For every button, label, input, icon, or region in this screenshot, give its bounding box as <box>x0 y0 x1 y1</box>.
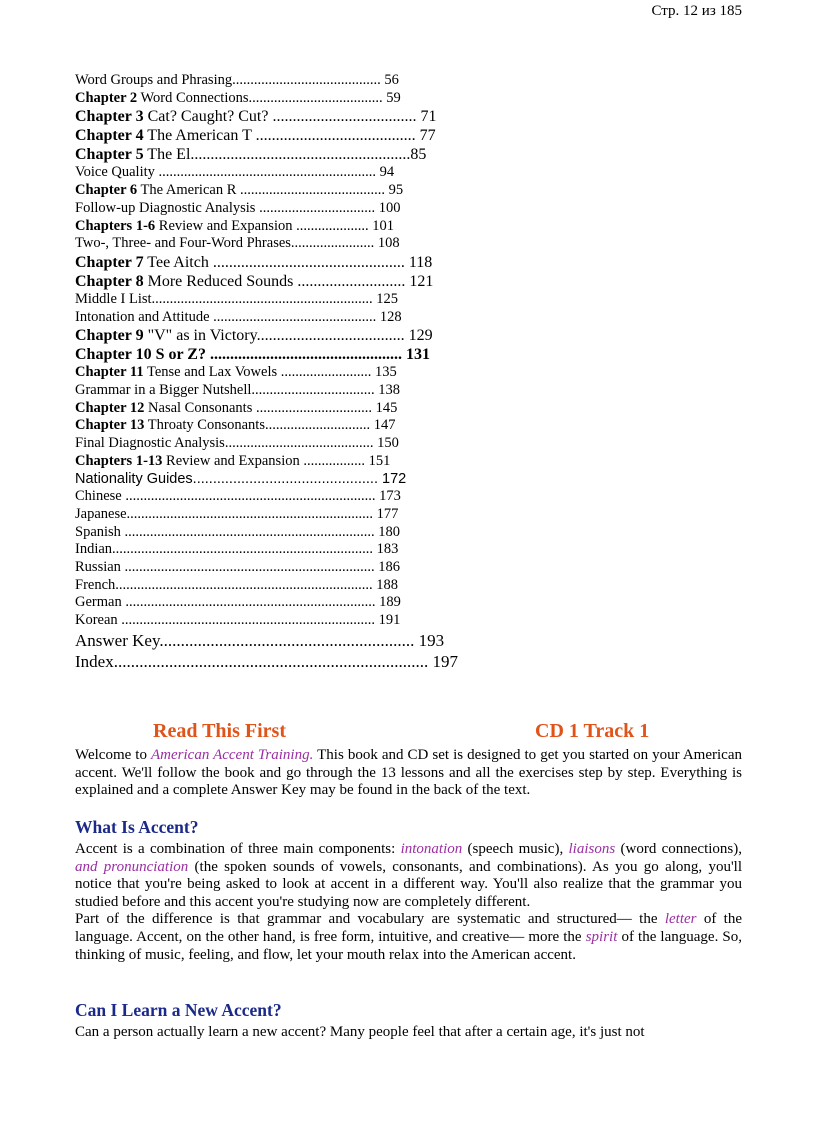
toc-line: Chapter 7 Tee Aitch ................................................ 118 <box>75 253 433 271</box>
toc-line: German ..................................................................... 189 <box>75 594 401 611</box>
toc-line: Nationality Guides.............................................. 172 <box>75 470 407 487</box>
toc-line: Chinese ..................................................................... 173 <box>75 488 401 505</box>
page-counter: Стр. 12 из 185 <box>651 3 742 19</box>
intro-paragraph: Welcome to American Accent Training. This book and CD set is designed to get you started on your American accent. We'll follow the book and go through the 13 lessons and all the exercises step by step. Everything is explained and a complete Answer Key may be found in the back of the text. <box>75 747 742 799</box>
track-label: CD 1 Track 1 <box>535 720 650 742</box>
toc-line: Chapters 1-6 Review and Expansion .................... 101 <box>75 217 394 234</box>
what-is-accent-heading: What Is Accent? <box>75 817 199 837</box>
toc-line: Indian........................................................................ 183 <box>75 541 399 558</box>
toc-line: French....................................................................... 188 <box>75 576 399 593</box>
can-i-learn-paragraph: Can a person actually learn a new accent? Many people feel that after a certain age, it's just not <box>75 1024 645 1040</box>
toc-line: Chapter 3 Cat? Caught? Cut? .................................... 71 <box>75 108 437 126</box>
toc-line: Japanese.................................................................... 177 <box>75 505 399 522</box>
toc-line: Chapter 10 S or Z? ................................................ 131 <box>75 346 430 364</box>
toc-line: Chapter 8 More Reduced Sounds ........................... 121 <box>75 272 434 290</box>
section-title: Read This First <box>153 720 286 742</box>
toc-line: Chapter 9 "V" as in Victory..................................... 129 <box>75 327 433 345</box>
toc-line: Voice Quality ............................................................ 94 <box>75 164 395 181</box>
toc-line: Intonation and Attitude ............................................. 128 <box>75 308 402 325</box>
toc-line: Chapters 1-13 Review and Expansion ................. 151 <box>75 452 391 469</box>
toc-line: Chapter 5 The El.......................................................85 <box>75 146 427 164</box>
toc-line: Chapter 4 The American T ........................................ 77 <box>75 127 436 145</box>
toc-line: Chapter 11 Tense and Lax Vowels ......................... 135 <box>75 364 397 381</box>
paragraph: Accent is a combination of three main components: intonation (speech music), liaisons (word connections), and pronunciation (the spoken sounds of vowels, consonants, and combinations). As you go along, you'll notice that you're being asked to look at accent in a different way. You'll also realize that the grammar you studied before and this accent you're studying now are completely different. <box>75 841 742 910</box>
table-of-contents <box>75 72 525 672</box>
toc-line: Final Diagnostic Analysis......................................... 150 <box>75 435 399 452</box>
what-is-accent-paragraph <box>75 841 742 964</box>
toc-line: Middle I List............................................................. 125 <box>75 290 399 307</box>
toc-line: Russian ..................................................................... 186 <box>75 559 401 576</box>
paragraph: Part of the difference is that grammar and vocabulary are systematic and structured— the letter of the language. Accent, on the other hand, is free form, intuitive, and creative— more the spirit of the language. So, thinking of music, feeling, and flow, let your mouth relax into the American accent. <box>75 911 742 963</box>
toc-line: Korean ...................................................................... 191 <box>75 612 401 629</box>
toc-line: Chapter 6 The American R ........................................ 95 <box>75 182 404 199</box>
toc-line: Follow-up Diagnostic Analysis ................................ 100 <box>75 199 401 216</box>
toc-line: Chapter 2 Word Connections..................................... 59 <box>75 89 401 106</box>
toc-line: Chapter 12 Nasal Consonants ................................ 145 <box>75 399 398 416</box>
toc-line: Chapter 13 Throaty Consonants............................. 147 <box>75 417 396 434</box>
toc-line: Spanish ..................................................................... 180 <box>75 523 401 540</box>
can-i-learn-heading: Can I Learn a New Accent? <box>75 1000 282 1020</box>
toc-line: Two-, Three- and Four-Word Phrases....................... 108 <box>75 235 400 252</box>
toc-line: Answer Key............................................................ 193 <box>75 630 445 650</box>
book-title: American Accent Training. <box>151 747 314 763</box>
toc-line: Grammar in a Bigger Nutshell.................................. 138 <box>75 382 400 399</box>
toc-line: Word Groups and Phrasing......................................... 56 <box>75 72 399 88</box>
toc-line: Index.......................................................................... 197 <box>75 651 458 671</box>
